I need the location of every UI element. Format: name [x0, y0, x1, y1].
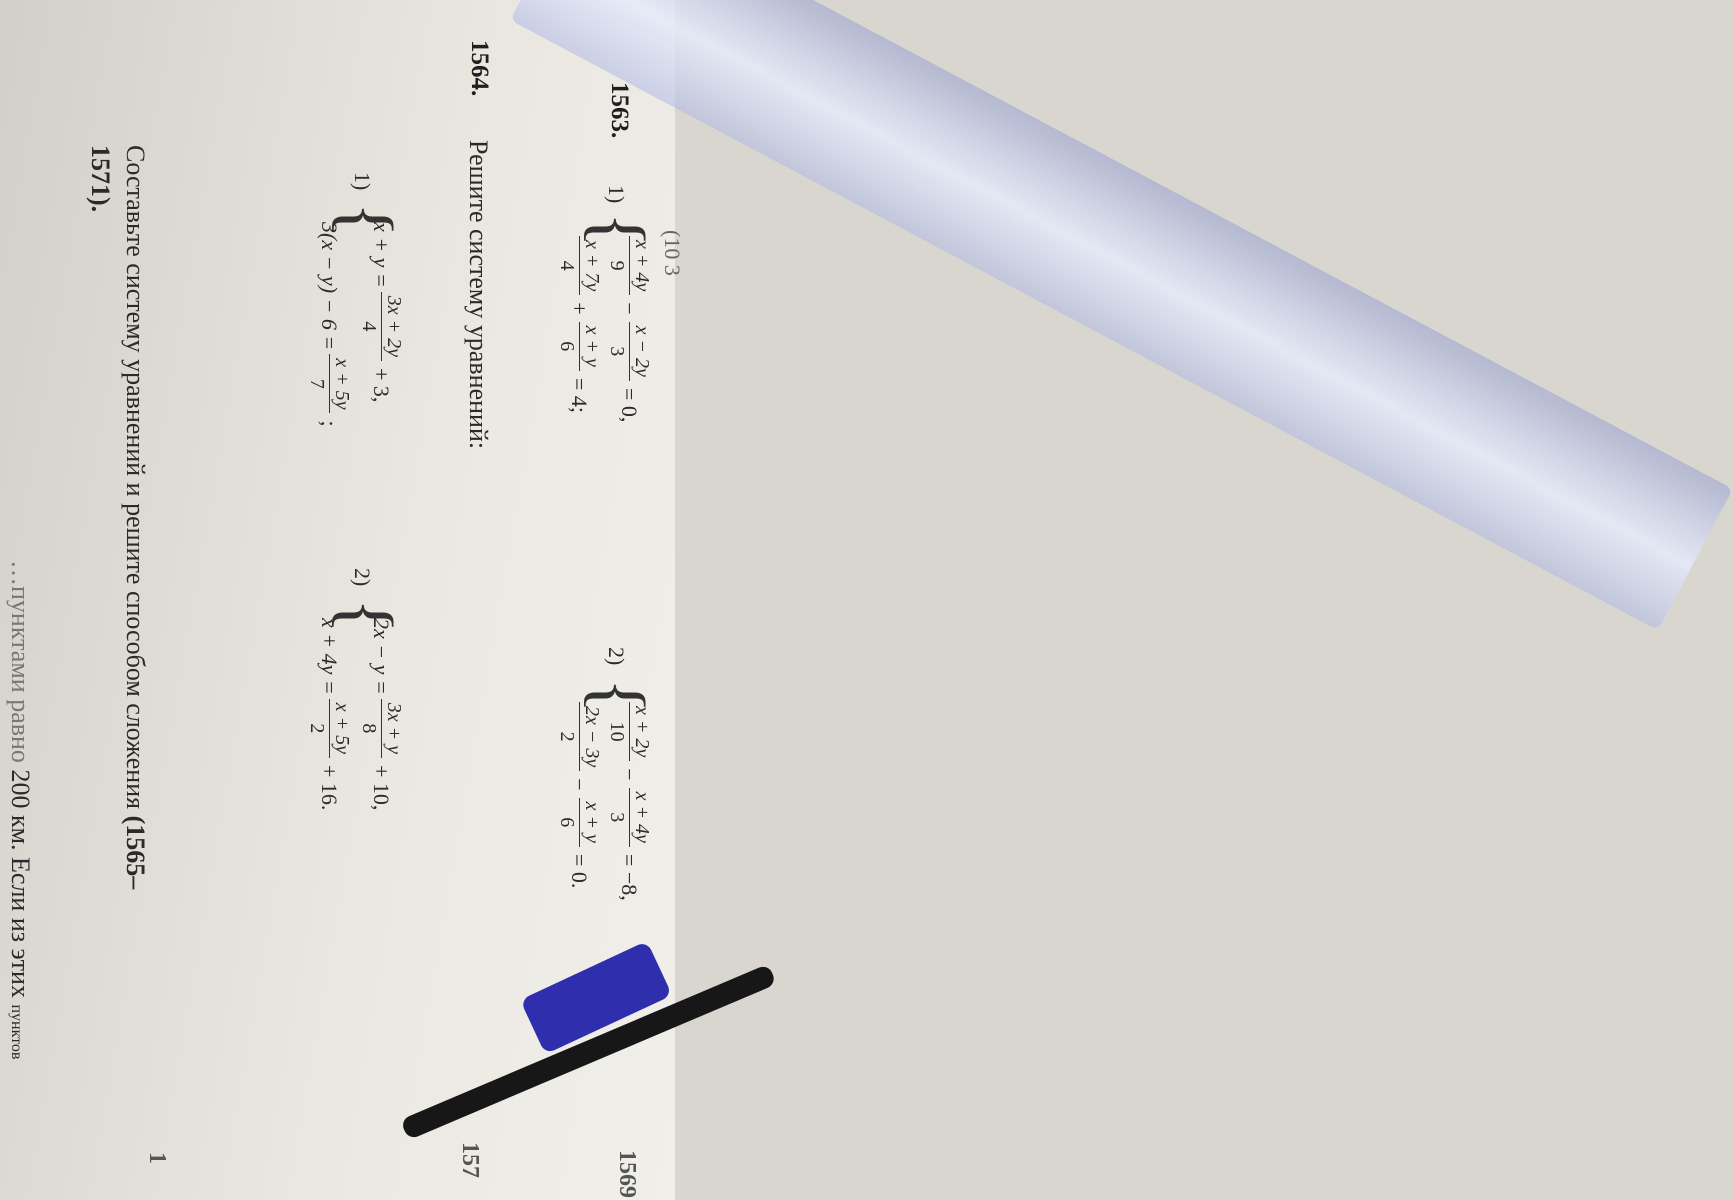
p1563-item1-eq1: x + 4y 9 − x − 2y 3 = 0, [606, 232, 653, 425]
p1564-item1-label: 1) [350, 172, 375, 191]
p1564-item2-label: 2) [350, 568, 375, 587]
p1564-item1-brace: { [325, 202, 407, 238]
p1563-item1-label: 1) [604, 185, 629, 204]
photo-background [0, 0, 685, 1200]
p1564-item2-eq1: 2x − y = 3x + y 8 + 10, [358, 618, 405, 811]
cut-number-right-3: 1 [144, 1152, 170, 1164]
p1563-item2-eq1: x + 2y 10 − x + 4y 3 = −8, [606, 698, 653, 904]
p1563-item1-eq2: x + 7y 4 + x + y 6 = 4; [556, 232, 603, 416]
problem-1564-instruction: Решите систему уравнений: [464, 140, 493, 450]
next-problem-text-cut: …пунктами равно 200 км. Если из этих пунктов [6, 560, 35, 1060]
problem-1564-number: 1564. [466, 40, 493, 97]
p1563-item2-brace: { [577, 678, 659, 714]
p1564-item2-brace: { [325, 598, 407, 634]
p1563-item1-brace: { [577, 212, 659, 248]
pen-body [510, 0, 1733, 630]
problem-1563-number: 1563. [606, 82, 633, 139]
p1564-item2-eq2: x + 4y = x + 5y 2 + 16. [306, 618, 353, 811]
p1564-item1-eq2: 3(x − y) − 6 = x + 5y 7 ; [306, 222, 353, 427]
cut-number-right-1: 1569 [614, 1150, 640, 1198]
compose-instruction: Составьте систему уравнений и решите способом сложения (1565– [121, 145, 150, 890]
p1563-item2-label: 2) [604, 647, 629, 666]
p1563-item2-eq2: 2x − 3y 2 − x + y 6 = 0. [556, 698, 603, 891]
compose-range-end: 1571). [86, 145, 115, 213]
cut-number-right-2: 157 [457, 1142, 483, 1178]
cut-top-text: (10 3 [660, 230, 685, 276]
p1564-item1-eq1: x + y = 3x + 2y 4 + 3, [358, 222, 405, 403]
